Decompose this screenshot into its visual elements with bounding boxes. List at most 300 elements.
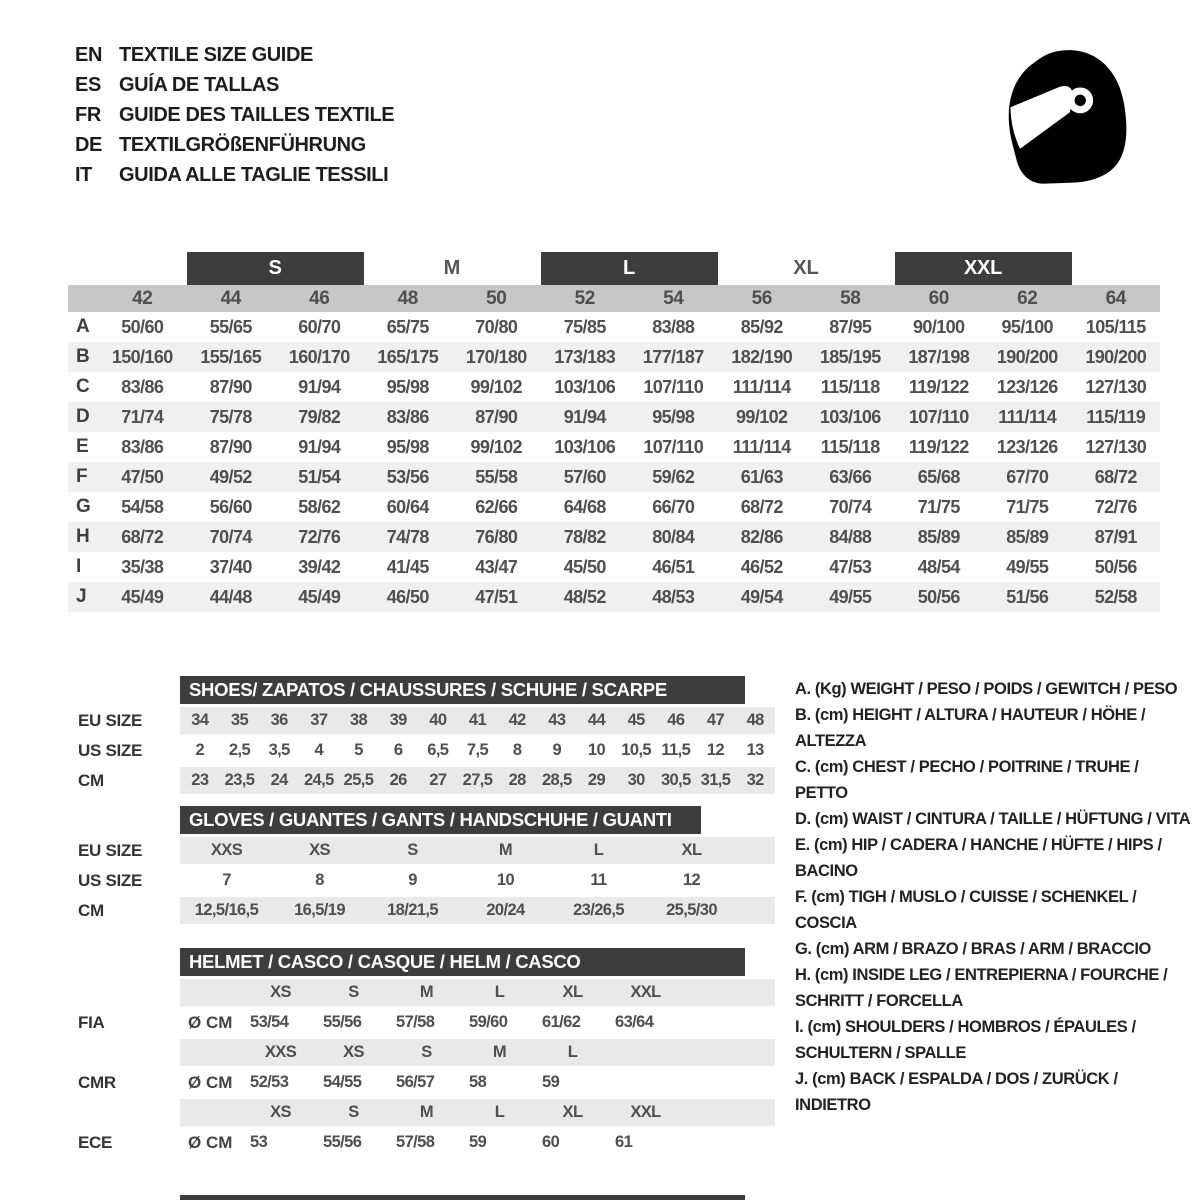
measurement-cell: 99/102 — [470, 436, 522, 457]
shoe-us-size: 2,5 — [228, 741, 251, 759]
measurement-row — [68, 372, 1160, 402]
numeric-size-cell: 50 — [486, 287, 507, 309]
measurement-cell: 65/75 — [386, 316, 429, 337]
measurement-cell: 103/106 — [554, 376, 616, 397]
size-band-l: L — [541, 252, 718, 285]
measurement-cell: 70/80 — [475, 316, 518, 337]
gloves-eu-row — [68, 837, 775, 864]
glove-us-size: 9 — [408, 871, 417, 889]
glove-cm-size: 25,5/30 — [666, 901, 717, 919]
measurement-row — [68, 522, 1160, 552]
measurement-cell: 95/98 — [386, 376, 429, 397]
helmet-ece-values-row — [68, 1129, 775, 1156]
helmet-cm-value: 61/62 — [542, 1013, 581, 1031]
shoe-us-size: 3,5 — [268, 741, 290, 759]
size-band-s: S — [187, 252, 364, 285]
measurement-cell: 68/72 — [121, 526, 164, 547]
row-letter: A — [76, 316, 90, 337]
helmet-size-label: XL — [562, 983, 583, 1001]
shoe-cm-size: 23,5 — [224, 771, 255, 789]
size-band-m: M — [443, 257, 461, 279]
measurement-cell: 35/38 — [121, 556, 164, 577]
measurement-cell: 76/80 — [475, 526, 518, 547]
language-title: GUIDA ALLE TAGLIE TESSILI — [119, 163, 389, 186]
measurement-cell: 46/51 — [652, 556, 695, 577]
shoe-us-size: 10 — [587, 741, 606, 759]
language-title: TEXTILE SIZE GUIDE — [119, 43, 313, 66]
measurement-cell: 62/66 — [475, 496, 518, 517]
measurement-cell: 119/122 — [908, 436, 969, 457]
shoe-us-size: 6 — [393, 741, 403, 759]
numeric-size-cell: 60 — [928, 287, 949, 309]
measurement-cell: 91/94 — [298, 376, 341, 397]
measurement-cell: 71/74 — [121, 406, 164, 427]
shoe-cm-size: 23 — [191, 771, 209, 789]
glove-us-size: 7 — [222, 871, 231, 889]
measurement-cell: 85/92 — [740, 316, 783, 337]
helmet-size-section — [68, 948, 775, 1156]
measurement-cell: 182/190 — [731, 346, 793, 367]
shoe-us-size: 10,5 — [621, 741, 652, 759]
shoe-eu-size: 43 — [548, 711, 566, 729]
diameter-unit-label: Ø CM — [188, 1012, 233, 1032]
language-title-row — [75, 40, 394, 70]
shoe-eu-size: 38 — [349, 711, 368, 729]
row-label: US SIZE — [78, 740, 143, 760]
measurement-row — [68, 552, 1160, 582]
measurement-cell: 56/60 — [209, 496, 252, 517]
measurement-legend — [795, 676, 1193, 1118]
row-label: CM — [78, 770, 104, 790]
measurement-cell: 75/78 — [209, 406, 252, 427]
measurement-cell: 87/95 — [829, 316, 872, 337]
numeric-size-cell: 64 — [1105, 287, 1126, 309]
measurement-cell: 47/50 — [121, 466, 164, 487]
helmet-cm-value: 63/64 — [615, 1013, 654, 1031]
row-label: EU SIZE — [78, 840, 143, 860]
shoe-eu-size: 44 — [587, 711, 606, 729]
measurement-cell: 49/52 — [209, 466, 252, 487]
legend-item: H. (cm) INSIDE LEG / ENTREPIERNA / FOURCHE / SCHRITT / FORCELLA — [795, 966, 1168, 1010]
measurement-cell: 87/90 — [209, 436, 252, 457]
row-letter: D — [76, 406, 90, 427]
helmet-standard-label: FIA — [78, 1012, 105, 1032]
shoe-cm-size: 31,5 — [700, 771, 731, 789]
glove-cm-size: 12,5/16,5 — [194, 901, 259, 919]
measurement-cell: 79/82 — [298, 406, 341, 427]
shoe-cm-size: 29 — [587, 771, 606, 789]
glove-eu-size: M — [498, 841, 513, 859]
helmet-section-title: HELMET / CASCO / CASQUE / HELM / CASCO — [180, 948, 745, 976]
numeric-size-cell: 46 — [309, 287, 330, 309]
measurement-cell: 87/90 — [475, 406, 518, 427]
shoe-eu-size: 42 — [508, 711, 526, 729]
measurement-cell: 68/72 — [740, 496, 783, 517]
helmet-size-label: XXS — [264, 1043, 297, 1061]
glove-cm-size: 20/24 — [486, 901, 525, 919]
measurement-cell: 123/126 — [996, 436, 1058, 457]
measurement-cell: 49/55 — [829, 586, 872, 607]
measurement-cell: 91/94 — [298, 436, 341, 457]
gloves-size-section — [68, 806, 775, 924]
measurement-cell: 115/119 — [1086, 406, 1146, 427]
numeric-size-cell: 44 — [220, 287, 241, 309]
measurement-cell: 45/50 — [563, 556, 606, 577]
measurement-rows — [68, 312, 1160, 612]
legend-item: F. (cm) TIGH / MUSLO / CUISSE / SCHENKEL / COSCIA — [795, 888, 1137, 932]
measurement-row — [68, 312, 1160, 342]
row-letter: H — [76, 526, 90, 547]
measurement-cell: 71/75 — [917, 496, 960, 517]
size-band-xxl: XXL — [895, 252, 1072, 285]
measurement-cell: 107/110 — [643, 376, 704, 397]
helmet-cm-value — [609, 1069, 682, 1096]
measurement-cell: 127/130 — [1085, 436, 1147, 457]
gloves-us-row — [68, 867, 775, 894]
measurement-cell: 67/70 — [1006, 466, 1049, 487]
measurement-cell: 83/86 — [121, 376, 164, 397]
gloves-cm-row — [68, 897, 775, 924]
measurement-cell: 41/45 — [386, 556, 429, 577]
measurement-cell: 99/102 — [470, 376, 522, 397]
helmet-cm-value: 59 — [469, 1133, 487, 1151]
row-label: EU SIZE — [78, 710, 143, 730]
helmet-size-label: XS — [270, 983, 291, 1001]
shoe-us-size: 9 — [552, 741, 562, 759]
measurement-cell: 47/53 — [829, 556, 872, 577]
helmet-fia-sizes-row — [68, 979, 775, 1006]
measurement-cell: 50/56 — [1094, 556, 1137, 577]
measurement-cell: 170/180 — [465, 346, 527, 367]
measurement-cell: 127/130 — [1085, 376, 1147, 397]
shoes-section-title: SHOES/ ZAPATOS / CHAUSSURES / SCHUHE / SCARPE — [180, 676, 745, 704]
measurement-cell: 45/49 — [298, 586, 341, 607]
numeric-size-cell: 56 — [751, 287, 772, 309]
shoe-eu-size: 45 — [627, 711, 645, 729]
measurement-cell: 64/68 — [563, 496, 606, 517]
measurement-cell: 190/200 — [1085, 346, 1147, 367]
measurement-cell: 99/102 — [736, 406, 788, 427]
racing-helmet-icon — [990, 34, 1142, 198]
helmet-cm-value: 58 — [469, 1073, 487, 1091]
measurement-cell: 63/66 — [829, 466, 872, 487]
gloves-section-title: GLOVES / GUANTES / GANTS / HANDSCHUHE / GUANTI — [180, 806, 701, 834]
shoe-cm-size: 25,5 — [343, 771, 374, 789]
row-letter: J — [76, 586, 87, 607]
helmet-cm-value: 52/53 — [250, 1073, 289, 1091]
language-title: GUIDE DES TAILLES TEXTILE — [119, 103, 395, 126]
measurement-cell: 70/74 — [829, 496, 872, 517]
helmet-cm-value: 53/54 — [250, 1013, 289, 1031]
legend-item: B. (cm) HEIGHT / ALTURA / HAUTEUR / HÖHE / ALTEZZA — [795, 706, 1146, 750]
language-title-row — [75, 130, 394, 160]
row-letter: E — [76, 436, 89, 457]
measurement-cell: 60/64 — [386, 496, 429, 517]
legend-item: G. (cm) ARM / BRAZO / BRAS / ARM / BRACCIO — [795, 940, 1151, 958]
glove-cm-size: 18/21,5 — [387, 901, 438, 919]
measurement-cell: 52/58 — [1094, 586, 1137, 607]
glove-us-size: 10 — [496, 871, 515, 889]
measurement-cell: 80/84 — [652, 526, 695, 547]
measurement-cell: 105/115 — [1085, 316, 1146, 337]
helmet-size-label: S — [348, 1103, 359, 1121]
row-letter: F — [76, 466, 88, 487]
measurement-cell: 47/51 — [475, 586, 518, 607]
measurement-cell: 57/60 — [563, 466, 606, 487]
shoe-eu-size: 36 — [270, 711, 288, 729]
shoe-cm-size: 28,5 — [541, 771, 572, 789]
measurement-cell: 70/74 — [209, 526, 252, 547]
measurement-cell: 90/100 — [913, 316, 965, 337]
shoe-cm-size: 24,5 — [303, 771, 334, 789]
language-title: GUÍA DE TALLAS — [119, 73, 279, 96]
shoe-cm-size: 30 — [627, 771, 645, 789]
language-title: TEXTILGRÖßENFÜHRUNG — [119, 133, 366, 156]
legend-item: J. (cm) BACK / ESPALDA / DOS / ZURÜCK / INDIETRO — [795, 1070, 1118, 1114]
measurement-cell: 37/40 — [209, 556, 252, 577]
measurement-cell: 103/106 — [819, 406, 881, 427]
measurement-cell: 155/165 — [200, 346, 262, 367]
measurement-cell: 44/48 — [209, 586, 252, 607]
row-letter: C — [76, 376, 90, 397]
measurement-cell: 82/86 — [740, 526, 783, 547]
measurement-cell: 72/76 — [1094, 496, 1137, 517]
glove-us-size: 8 — [315, 871, 324, 889]
helmet-size-label: XXL — [630, 983, 661, 1001]
helmet-size-label: M — [492, 1043, 507, 1061]
measurement-cell: 185/195 — [819, 346, 881, 367]
measurement-cell: 111/114 — [998, 406, 1057, 427]
language-code: EN — [75, 43, 102, 66]
helmet-cm-value: 56/57 — [396, 1073, 435, 1091]
language-title-row — [75, 100, 394, 130]
measurement-cell: 84/88 — [829, 526, 872, 547]
measurement-row — [68, 462, 1160, 492]
numeric-size-cell: 52 — [574, 287, 595, 309]
measurement-cell: 71/75 — [1006, 496, 1049, 517]
measurement-cell: 46/50 — [386, 586, 429, 607]
measurement-cell: 45/49 — [121, 586, 164, 607]
measurement-cell: 50/56 — [917, 586, 960, 607]
helmet-cm-value: 59/60 — [469, 1013, 508, 1031]
measurement-cell: 111/114 — [732, 436, 791, 457]
glove-eu-size: S — [407, 841, 418, 859]
glove-eu-size: XS — [309, 841, 330, 859]
row-letter: B — [76, 346, 90, 367]
shoe-cm-size: 27 — [429, 771, 447, 789]
measurement-cell: 49/55 — [1006, 556, 1049, 577]
language-code: ES — [75, 73, 101, 96]
measurement-cell: 59/62 — [652, 466, 695, 487]
measurement-cell: 48/52 — [563, 586, 606, 607]
measurement-cell: 66/70 — [652, 496, 695, 517]
measurement-cell: 83/86 — [386, 406, 429, 427]
measurement-cell: 53/56 — [386, 466, 429, 487]
numeric-size-cell: 62 — [1017, 287, 1038, 309]
measurement-cell: 51/56 — [1006, 586, 1049, 607]
measurement-cell: 85/89 — [1006, 526, 1049, 547]
measurement-cell: 49/54 — [740, 586, 783, 607]
shoes-us-row — [68, 737, 775, 764]
helmet-fia-values-row — [68, 1009, 775, 1036]
helmet-size-label: L — [494, 1103, 505, 1121]
language-code: IT — [75, 163, 92, 186]
measurement-row — [68, 402, 1160, 432]
measurement-cell: 65/68 — [917, 466, 960, 487]
measurement-cell: 48/54 — [917, 556, 960, 577]
language-code: FR — [75, 103, 101, 126]
shoe-us-size: 4 — [314, 741, 324, 759]
measurement-cell: 83/86 — [121, 436, 164, 457]
helmet-cm-value: 55/56 — [323, 1133, 362, 1151]
glove-eu-size: XXS — [210, 841, 243, 859]
glove-eu-size: L — [593, 841, 604, 859]
measurement-cell: 119/122 — [908, 376, 969, 397]
measurement-cell: 75/85 — [563, 316, 606, 337]
row-letter: G — [76, 496, 91, 517]
measurement-row — [68, 432, 1160, 462]
row-label: CM — [78, 900, 104, 920]
row-label: US SIZE — [78, 870, 143, 890]
legend-item: C. (cm) CHEST / PECHO / POITRINE / TRUHE / PETTO — [795, 758, 1139, 802]
numeric-size-cell: 54 — [663, 287, 684, 309]
measurement-cell: 173/183 — [554, 346, 616, 367]
numeric-size-cell: 58 — [840, 287, 861, 309]
language-title-list — [75, 40, 394, 190]
measurement-cell: 150/160 — [111, 346, 173, 367]
measurement-cell: 91/94 — [563, 406, 606, 427]
measurement-cell: 190/200 — [996, 346, 1058, 367]
glove-cm-size: 16,5/19 — [294, 901, 345, 919]
shoe-eu-size: 34 — [191, 711, 209, 729]
measurement-cell: 48/53 — [652, 586, 695, 607]
helmet-size-label: XS — [343, 1043, 364, 1061]
shoe-us-size: 8 — [512, 741, 522, 759]
shoe-us-size: 12 — [706, 741, 725, 759]
measurement-cell: 111/114 — [732, 376, 791, 397]
shoe-cm-size: 26 — [389, 771, 407, 789]
helmet-cm-value: 54/55 — [323, 1073, 362, 1091]
helmet-size-label — [609, 1039, 682, 1066]
measurement-row — [68, 342, 1160, 372]
measurement-cell: 123/126 — [996, 376, 1058, 397]
helmet-size-label: M — [419, 1103, 434, 1121]
helmet-cm-value: 60 — [542, 1133, 560, 1151]
measurement-cell: 58/62 — [298, 496, 341, 517]
helmet-ece-sizes-row — [68, 1099, 775, 1126]
diameter-unit-label: Ø CM — [188, 1132, 233, 1152]
measurement-cell: 95/98 — [386, 436, 429, 457]
measurement-cell: 50/60 — [121, 316, 164, 337]
shoe-cm-size: 32 — [746, 771, 764, 789]
helmet-standard-label: CMR — [78, 1072, 116, 1092]
measurement-cell: 72/76 — [298, 526, 341, 547]
measurement-cell: 68/72 — [1094, 466, 1137, 487]
measurement-cell: 43/47 — [475, 556, 518, 577]
shoes-eu-row — [68, 707, 775, 734]
measurement-row — [68, 492, 1160, 522]
diameter-unit-label: Ø CM — [188, 1072, 233, 1092]
measurement-cell: 55/65 — [209, 316, 252, 337]
shoe-eu-size: 48 — [746, 711, 764, 729]
shoes-cm-row — [68, 767, 775, 794]
helmet-cm-value: 57/58 — [396, 1013, 435, 1031]
measurement-cell: 103/106 — [554, 436, 616, 457]
helmet-cmr-sizes-row — [68, 1039, 775, 1066]
shoe-eu-size: 46 — [667, 711, 685, 729]
shoe-cm-size: 28 — [508, 771, 526, 789]
helmet-standard-label: ECE — [78, 1132, 113, 1152]
shoe-eu-size: 35 — [230, 711, 249, 729]
measurement-cell: 60/70 — [298, 316, 341, 337]
helmet-size-label: S — [348, 983, 359, 1001]
helmet-size-label: L — [567, 1043, 578, 1061]
measurement-cell: 51/54 — [298, 466, 341, 487]
shoe-us-size: 5 — [354, 741, 363, 759]
measurement-cell: 55/58 — [475, 466, 518, 487]
bottom-cutoff-bar — [180, 1195, 745, 1200]
measurement-cell: 87/90 — [209, 376, 252, 397]
measurement-cell: 160/170 — [288, 346, 350, 367]
measurement-cell: 78/82 — [563, 526, 606, 547]
measurement-cell: 54/58 — [121, 496, 164, 517]
spacer — [68, 285, 98, 312]
size-band-xl: XL — [793, 257, 819, 279]
helmet-cm-value: 59 — [542, 1073, 560, 1091]
row-letter: I — [76, 556, 82, 577]
measurement-cell: 107/110 — [908, 406, 969, 427]
glove-us-size: 12 — [682, 871, 701, 889]
measurement-cell: 177/187 — [642, 346, 704, 367]
glove-us-size: 11 — [590, 871, 607, 889]
helmet-size-label: L — [494, 983, 505, 1001]
shoe-us-size: 7,5 — [466, 741, 489, 759]
size-band-row — [68, 252, 1160, 285]
shoes-size-section — [68, 676, 775, 794]
helmet-size-label: XS — [270, 1103, 291, 1121]
garment-size-table — [68, 252, 1160, 612]
measurement-cell: 87/91 — [1094, 526, 1137, 547]
measurement-cell: 115/118 — [820, 436, 880, 457]
helmet-size-label: XXL — [630, 1103, 661, 1121]
measurement-cell: 95/98 — [652, 406, 695, 427]
shoe-us-size: 13 — [746, 741, 764, 759]
measurement-cell: 107/110 — [643, 436, 704, 457]
shoe-cm-size: 30,5 — [660, 771, 691, 789]
shoe-cm-size: 27,5 — [462, 771, 493, 789]
shoe-us-size: 11,5 — [661, 741, 691, 759]
language-code: DE — [75, 133, 102, 156]
helmet-cm-value: 61 — [615, 1133, 633, 1151]
helmet-cm-value: 57/58 — [396, 1133, 435, 1151]
helmet-cm-value: 55/56 — [323, 1013, 362, 1031]
glove-cm-size: 23/26,5 — [573, 901, 624, 919]
measurement-row — [68, 582, 1160, 612]
measurement-cell: 187/198 — [908, 346, 970, 367]
helmet-size-label: M — [419, 983, 434, 1001]
glove-eu-size: XL — [681, 841, 702, 859]
measurement-cell: 46/52 — [740, 556, 783, 577]
legend-item: I. (cm) SHOULDERS / HOMBROS / ÉPAULES / SCHULTERN / SPALLE — [795, 1018, 1136, 1062]
measurement-cell: 115/118 — [820, 376, 880, 397]
legend-item: A. (Kg) WEIGHT / PESO / POIDS / GEWITCH / PESO — [795, 680, 1178, 698]
shoe-cm-size: 24 — [270, 771, 288, 789]
shoe-us-size: 2 — [195, 741, 205, 759]
legend-item: D. (cm) WAIST / CINTURA / TAILLE / HÜFTUNG / VITA — [795, 810, 1191, 828]
measurement-cell: 83/88 — [652, 316, 695, 337]
legend-item: E. (cm) HIP / CADERA / HANCHE / HÜFTE / HIPS / BACINO — [795, 836, 1162, 880]
helmet-size-label: XL — [562, 1103, 583, 1121]
